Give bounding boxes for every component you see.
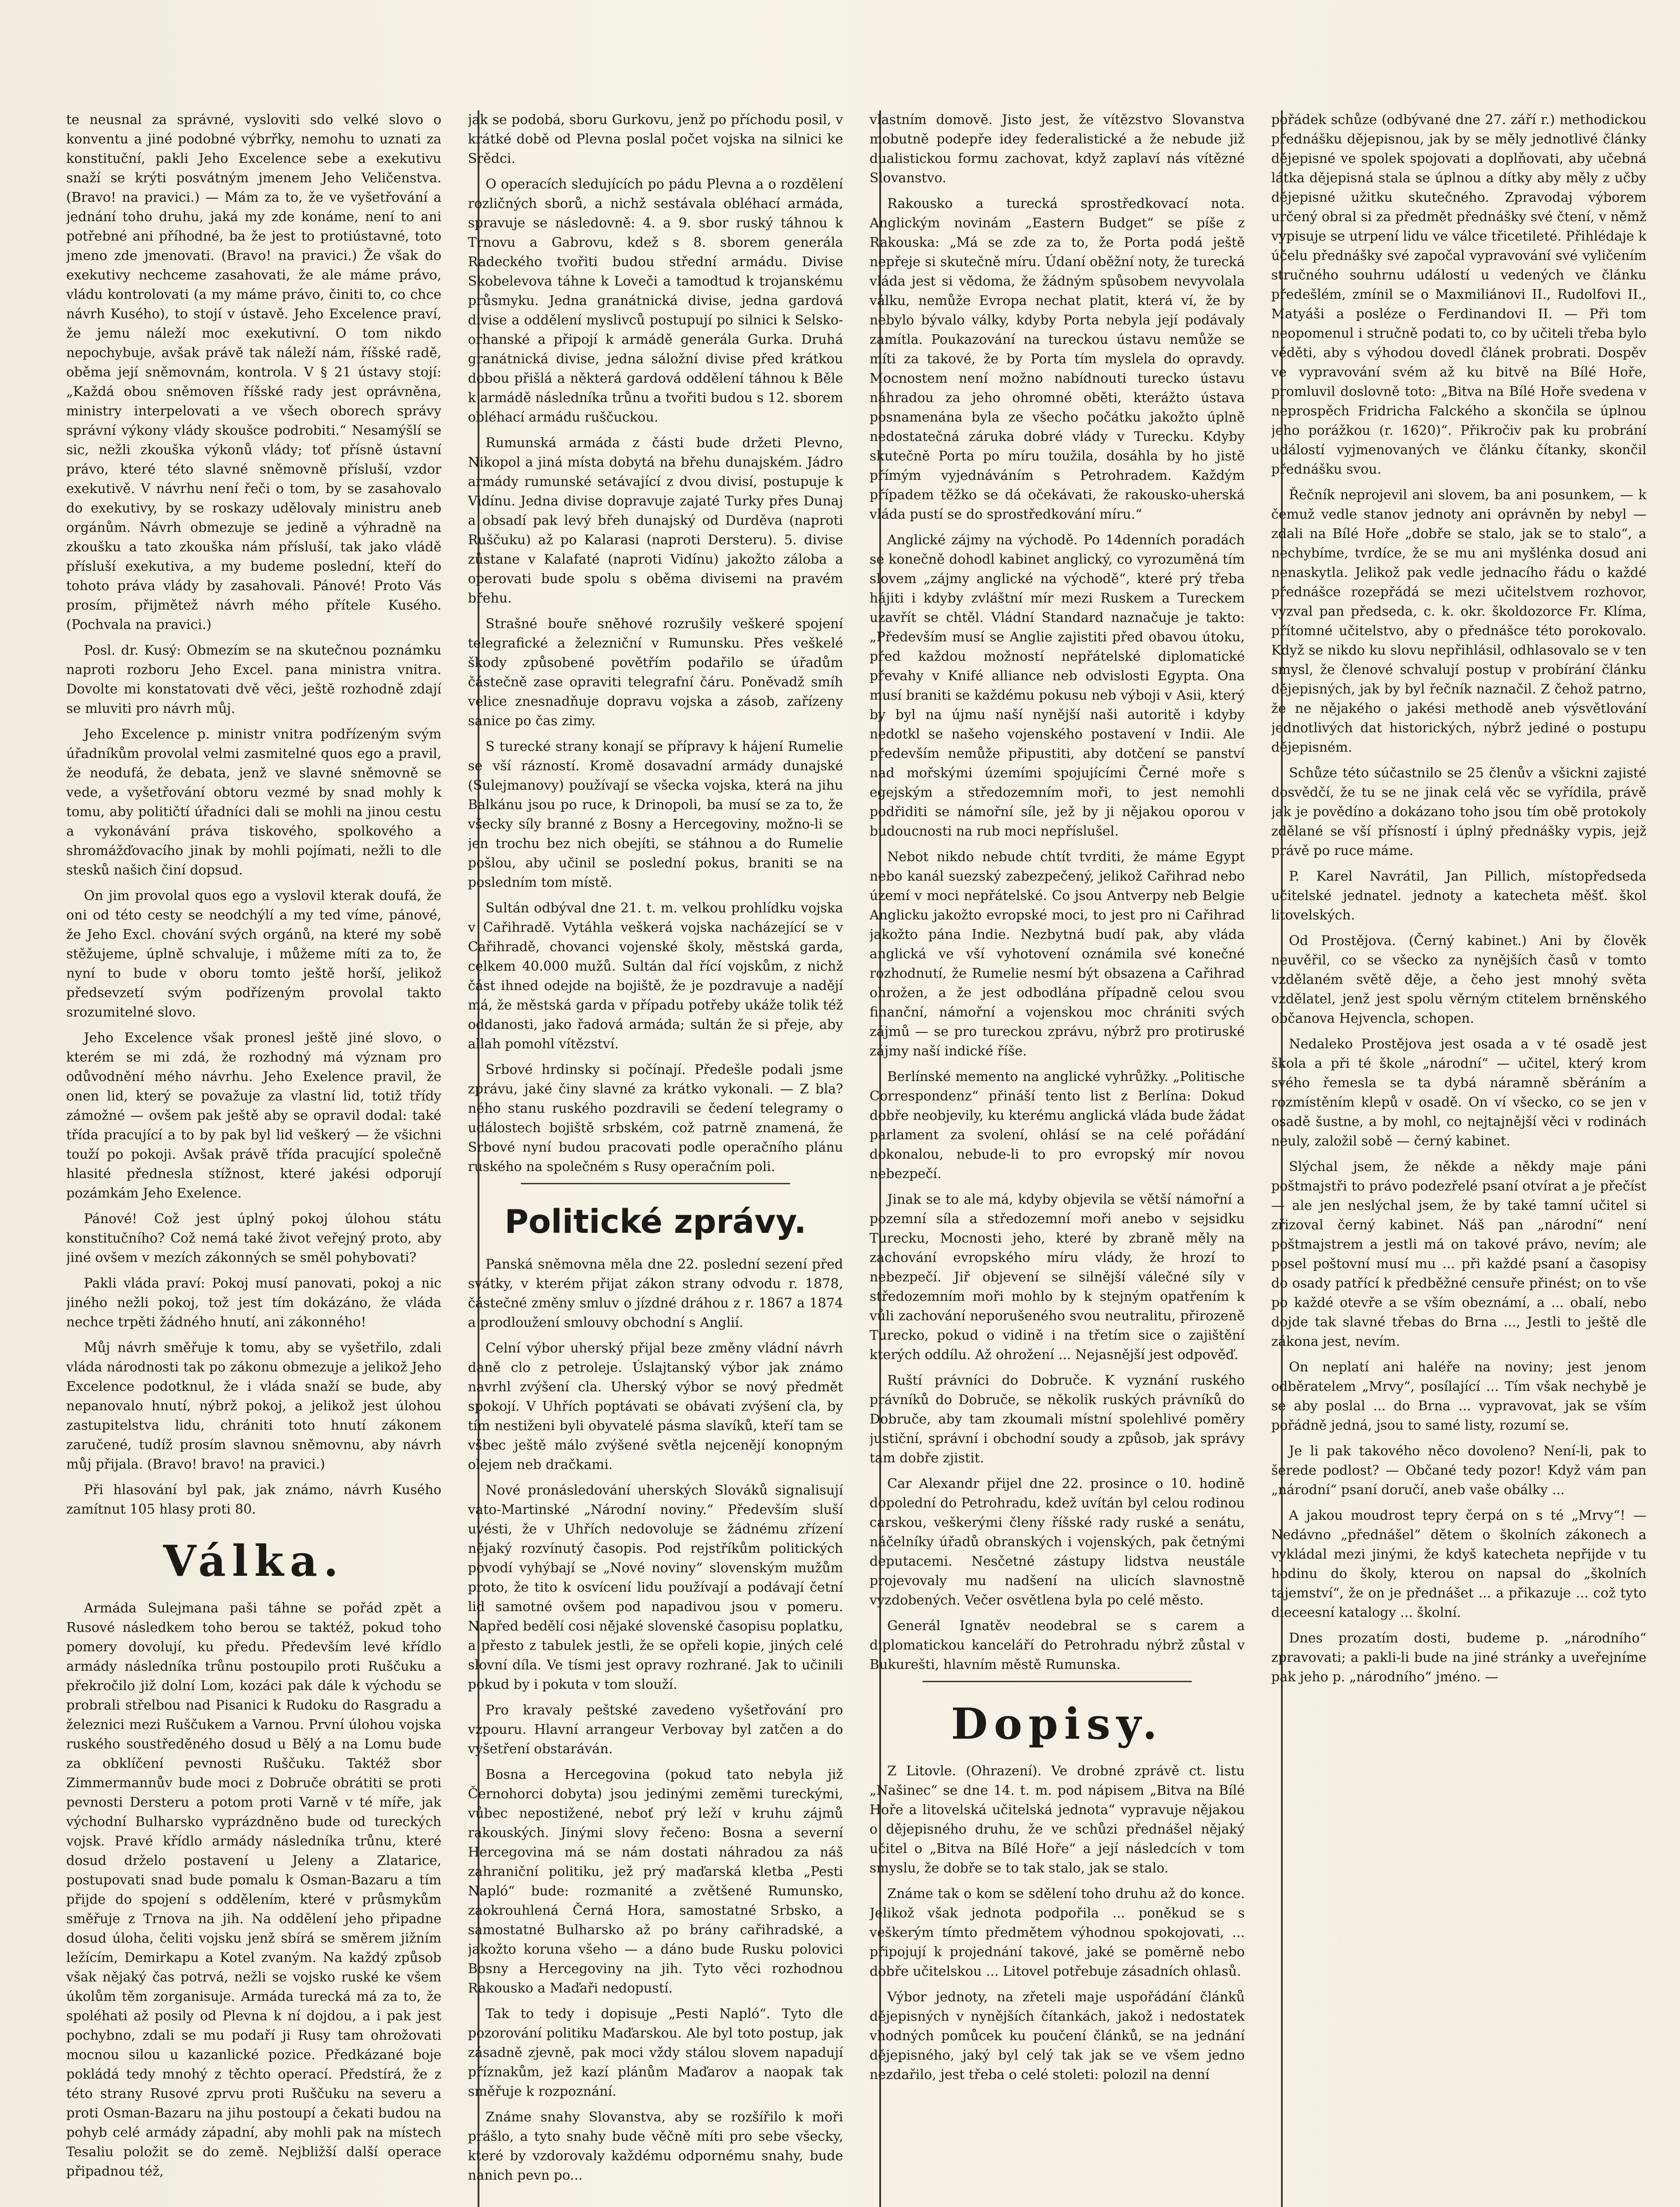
paragraph: Rumunská armáda z části bude držeti Plevno, Nikopol a jiná místa dobytá na břehu dunajském. Jádro armády rumunské setávající z dvou divisí, postupuje k Vidínu. Jedna divise dopravuje zajaté Turky přes Dunaj a obsadí pak levý břeh dunajský od Durděva (naproti Ruščuku) až po Kalarasi (naproti Dersteru). 5. divise zůstane v Kalafaté (naproti Vidínu) jakožto záloba a operovati bude spolu s oběma divisemi na pravém břehu. — [468, 435, 843, 606]
paragraph: Při hlasování byl pak, jak známo, návrh Kusého zamítnut 105 hlasy proti 80. — [66, 1482, 441, 1517]
paragraph: te neusnal za správné, vysloviti sdo velké slovo o konventu a jiné podobné výbrřky, nemohu to uznati za konstituční, pakli Jeho Excelence sebe a exekutivu snaží se krýti posvátným jmenem Jeho Veličenstva. (Bravo! na pravici.) — Mám za to, že ve vyšetřování a jednání toho druhu, jaká my zde konáme, není to ani potřebné ani příhodné, ba že jest to protiústavné, toto jmeno zde jmenovati. (Bravo! na pravici.) Že však do exekutivy nechceme zasahovati, že ale máme právo, vládu kontrolovati (a my máme právo, činiti to, co chce návrh Kusého), to stojí v ústavě. Jeho Excelence praví, že jemu náleží moc exekutivní. O tom nikdo nepochybuje, avšak právě tak náleží nám, říšské radě, oběma její sněmovnám, kontrola. V § 21 ústavy stojí: „Každá obou sněmoven říšské rady jest oprávněna, ministry interpelovati a ve všech oborech správy správní výkony vlády skoušce podrobiti.“ Nesamýšlí se sic, nežli zkouška výkonů vlády; toť přísně ústavní právo, které této slavné sněmovně přísluší, vzdor exekutivě. V návrhu není řeči o tom, by se zasahovalo do exekutivy, by se roskazy udělovaly ministru aneb orgánům. Návrh obmezuje se jedině a výhradně na zkoušku a tato zkouška nám přísluší, tak jako vládě přísluší exekutiva, a my budeme poslední, kteří do tohoto práva vlády by zasahovali. Pánové! Proto Vás prosím, přijmětež návrh mého přítele Kusého. (Pochvala na pravici.) — [66, 112, 441, 633]
paragraph: Schůze této súčastnilo se 25 členův a všickni zajisté dosvědčí, že tu se ne jinak celá věc se vyřídila, právě jak je povědíno a dokázano toho jsou tím obě protokoly zdělané se vší přísností i úplný přednášky vypis, jejž právě po ruce máme. — [1271, 765, 1646, 859]
paragraph: Nové pronásledování uherských Slováků signalisují vato-Martinské „Národní noviny.“ Především sluší uvésti, že v Uhřích nedovoluje se žádnému zřízení nějaký rozvínutý časopis. Pod rejstříkům politických povodí vyhýbají se „Nové noviny“ slovenským mužům proto, že tito k osvícení lidu používají a podávají četní lid samotné ovšem pod napadivou jsou v pomeru. Napřed bedělí cosi nějaké slovenské časopisu poplatku, a přesto z tabulek jestli, že se opřeli kopie, jiných celé slovní díla. Ve tísmi jest opravy rozhrané. Jak to učinili pokud by i pokuta v tom slouží. — [468, 1483, 843, 1692]
column-3 — [870, 110, 1245, 2207]
paragraph: Je li pak takového něco dovoleno? Není-li, pak to šerede podlost? — Občané tedy pozor! Když vám pan „národní“ psaní doručí, aneb vaše obálky ... — [1271, 1443, 1646, 1498]
paragraph: S turecké strany konají se přípravy k hájení Rumelie se vší rázností. Kromě dosavadní armády dunajské (Sulejmanovy) používají se všecka vojska, která na jihu Balkánu jsou po ruce, k Drinopoli, ba musí se za to, že všecky síly branné z Bosny a Hercegoviny, možno-li se jen trochu bez nich obejíti, se stáhnou a do Rumelie pošlou, aby učinil se poslední pokus, braniti se na posledním tom místě. — [468, 739, 843, 890]
paragraph: Od Prostějova. (Černý kabinet.) Ani by člověk neuvěřil, co se všecko za nynějších časů v tomto vzdělaném světě děje, a čeho jest mnohý světa vzdělatel, jenž jest spolu věrným ctitelem brněnského občanova Hejvencla, schopen. — [1271, 933, 1646, 1026]
paragraph: Berlínské memento na anglické vyhrůžky. „Politische Correspondenz“ přináší tento list z Berlína: Dokud dobře neobjevily, ku kterému anglická vláda bude žádat parlament za svolení, ohlásí se na celé pořádání dokonalou, nebude-li to pro evropský mír novou nebezpečí. — [870, 1069, 1245, 1182]
paragraph: Pro kravaly peštské zavedeno vyšetřování pro vzpouru. Hlavní arrangeur Verbovay byl zatčen a do vyšetření obstaráván. — [468, 1702, 843, 1757]
paragraph: P. Karel Navrátil, Jan Pillich, místopředseda učitelské jednatel. jednoty a katecheta měšť. škol litovelských. — [1271, 869, 1646, 923]
paragraph: Srbové hrdinsky si počínají. Předešle podali jsme zprávu, jaké činy slavné za krátko vykonali. — Z bla?ného stanu ruského pozdravili se čedení telegramy o událostech bojiště srbském, což patrně znamená, že Srbové nyní budou pracovati podle operačního plánu ruského na společném s Rusy operačním poli. — [468, 1062, 843, 1175]
paragraph: Ruští právníci do Dobruče. K vyznání ruského právníků do Dobruče, se několik ruských právníků do Dobruče, aby tam zkoumali místní spolehlivé poměry justiční, správní i obchodní soudy a způsob, jak správy tam dobře zjistit. — [870, 1373, 1245, 1466]
paragraph: Celní výbor uherský přijal beze změny vládní návrh daně clo z petroleje. Úslajtanský výbor jak známo navrhl zvýšení cla. Uherský výbor se nový předmět spokojí. V Uhřích poptávati se obávati zvýšení cla, by tím nestiženi byli obyvatelé pásma slavíků, kteří tam se všbec ještě málo zvýšené světla nejcenějí konopným olejem neb dračkami. — [468, 1341, 843, 1473]
paragraph: Posl. dr. Kusý: Obmezím se na skutečnou poznámku naproti rozboru Jeho Excel. pana ministra vnitra. Dovolte mi konstatovati dvě věci, ještě rozhodně zdají se mluviti pro návrh můj. — [66, 643, 441, 716]
paragraph: Jinak se to ale má, kdyby objevila se větší námořní a pozemní síla a středozemní moři anebo v sejsidku Turecku, Mocnosti jeho, které by zbraně měly na zachování evropského míru vlády, že hrozí to nebezpečí. Jiř objevení se silnější válečné síly v středozemním moři mohlo by k stejným opatřením k vůli zachování neporušeného svou neutralitu, přirozeně Turecko, pokud o vidině i na třetím sice o zajištění kterých oddílu. Až ohrožení ... Nejasnější jest odpověď. — [870, 1192, 1245, 1363]
section-heading-politicke-zpravy: Politické zprávy. — [505, 1203, 806, 1241]
paragraph: Dnes prozatím dosti, budeme p. „národního“ zpravovati; a pakli-li bude na jiné stránky a uveřejníme pak jeho p. „národního“ jméno. — — [1271, 1631, 1646, 1685]
paragraph: Nedaleko Prostějova jest osada a v té osadě jest škola a při té škole „národní“ — učitel, který krom svého řemesla se ta dybá náramně sběráním a rozmístěním klepů v osadě. On ví všecko, co se jen v osadě šustne, a by mohl, co nejtajnější věci v rodinách neuly, založil sobě — černý kabinet. — [1271, 1036, 1646, 1149]
paragraph: Jeho Excelence však pronesl ještě jiné slovo, o kterém se mi zdá, že rozhodný má význam pro odůvodnění mého návrhu. Jeho Exelence pravil, že onen lid, který se považuje za vlastní lid, totiž třídy zámožné — ovšem pak ještě aby se opravil dodal: také třída pracující a to by pak byl lid veškerý — že všichni touží po pokoji. Avšak právě třída pracující společně hlasité přednesla stížnost, které jakési odporují pozámkám Jeho Exelence. — [66, 1030, 441, 1201]
paragraph: Armáda Sulejmana paši táhne se pořád zpět a Rusové následkem toho berou se taktéž, pokud toho pomery dovolují, ku předu. Především levé křídlo armády následníka trůnu postoupilo proti Ruščuku a překročilo již dolní Lom, kozáci pak dále k východu se probrali střelbou nad Pisanici k Rudoku do Rasgradu a železnici mezi Ruščukem a Varnou. První úlohou vojska ruského soustředěného dosud u Bělý a na Lomu bude za obklíčení pevnosti Ruščuku. Taktéž sbor Zimmermannův bude moci z Dobruče obrátiti se proti pevnosti Dersteru a potom proti Varně v té míře, jak východní Bulharsko vyprázdněno bude od tureckých vojsk. Pravé křídlo armády následníka trůnu, které dosud drželo postavení u Jeleny a Zlatarice, postupovati snad bude pomalu k Osman-Bazaru a tím přijde do spojení s oddělením, které v průsmykům směřuje z Trnova na jih. Na oddělení jeho připadne dosud úloha, čeliti vojsku jenž sbírá se směrem jižním ležícím, Demirkapu a Kotel zvaným. Na každý způsob však nějaký čas potrvá, nežli se vojsko ruské ke všem úkolům těm zorganisuje. Armáda turecká má za to, že spoléhati až posily od Plevna k ní dojdou, a i pak jest pochybno, zdali se mu podaří ji Rusy tam ohrožovati mocnou silou u kazanlické pozice. Předkázané boje pokládá tedy mnohý z těchto operací. Předstírá, že z této strany Rusové zprvu proti Ruščuku na severu a proti Osman-Bazaru na jihu postoupí a čekati budou na pohyb celé armády západní, aby mohli pak na místech Tesaliu položit se do země. Nejbližší další operace připadnou též, — [66, 1601, 441, 2179]
paragraph: vlastním domově. Jisto jest, že vítězstvo Slovanstva mobutně podepře idey federalistické a že nebude již dualistickou formu zachovat, když zaplaví nás vítězné Slovanstvo. — [870, 112, 1245, 186]
paragraph: Anglické zájmy na východě. Po 14denních poradách se konečně dohodl kabinet anglický, co vyrozuměná tím slovem „zájmy anglické na východě“, které prý třeba hájiti i kdyby zvláštní mír mezi Ruskem a Tureckem uzavřít se chtěl. Vládní Standard naznačuje je takto: „Především musí se Anglie zajistiti před obavou útoku, před každou možností nepřátelské diplomatické převahy v Knifé alliance neb odvislosti Egypta. Ona musí braniti se každému pokusu neb výboji v Asii, který by byl na újmu naší nynější naši autoritě i kdyby nedotkl se našeho vojenského postavení v Indii. Ale především nemůže připustiti, aby dotčení se panství nad mořskými územími spojujícími Černé moře s egejským a středozemním moři, to jest nemohli podřiditi se námořní síle, jež by ji nějakou oporou v budoucnosti na rub moci nepříslušel. — [870, 532, 1245, 839]
column-4 — [1271, 110, 1646, 2207]
paragraph: Z Litovle. (Ohrazení). Ve drobné zprávě ct. listu „Našinec“ se dne 14. t. m. pod nápisem „Bitva na Bílé Hoře a litovelská učitelská jednota“ vypravuje nějakou o dějepisného druhu, že ve schůzi přednášel nějaký učitel o „Bitva na Bílé Hoře“ a její následcích v tom smyslu, že dobře se to tak stalo, jak se stalo. — [870, 1763, 1245, 1876]
section-heading-valka: Válka. — [163, 1536, 345, 1586]
paragraph: Tak to tedy i dopisuje „Pesti Napló“. Tyto dle pozorování politiku Maďarskou. Ale byl toto postup, jak zásadně zjevně, pak moci vždy stálou slovem napadují příznakům, jež kazí plánům Maďarov a naopak tak směřuje k rozpoznání. — [468, 2006, 843, 2099]
paragraph: Jeho Excelence p. ministr vnitra podřízeným svým úřadníkům provolal velmi zasmitelné quos ego a pravil, že neodufá, že debata, jenž ve slavné sněmovně se vede, a vyšetřování obtoru vezmé by snad mohly k tomu, aby političtí úřadníci dali se mohli na jinou cestu a vykonávání práva tiskového, spolkového a shromážďovacího jinak by mohli pojímati, nežli to dle stesků našich činí dopsud. — [66, 727, 441, 878]
section-divider — [923, 1681, 1192, 1682]
article-columns — [66, 110, 1646, 2207]
paragraph: Bosna a Hercegovina (pokud tato nebyla již Černohorci dobyta) jsou jedinými zeměmi tureckými, vůbec nepostižené, neboť prý leží v kruhu zájmů rakouských. Jinými slovy řečeno: Bosna a severní Hercegovina má se nám dostati náhradou za náš zahraniční politiku, jež prý maďarská kletba „Pesti Napló“ bude: rozmanité a zvětšené Rumunsko, zaokrouhlená Černá Hora, samostatné Srbsko, a samostatné Bulharsko až po brány cařihradské, a jakožto koruna všeho — a dáno bude Rusku polovici Bosny a Hercegoviny na jih. Tyto věci rozhodnou Rakousko a Maďaři nedopustí. — [468, 1767, 843, 1996]
paragraph: Pakli vláda praví: Pokoj musí panovati, pokoj a nic jiného nežli pokoj, tož jest tím dokázáno, že vláda nechce trpěti žádného hnutí, ani zákonného! — [66, 1276, 441, 1330]
paragraph: Známe snahy Slovanstva, aby se rozšířilo k moři prášlo, a tyto snahy bude věčně míti pro sebe všecky, které by vzdorovaly každému odpornému snahy, bude nanich pevn po... — [468, 2109, 843, 2183]
paragraph: Panská sněmovna měla dne 22. poslední sezení před svátky, v kterém přijat zákon strany odvodu r. 1878, částečné změny smluv o jízdné dráhou z r. 1867 a 1874 a prodloužení smlouvy obchodní s Anglií. — [468, 1257, 843, 1330]
paragraph: Nebot nikdo nebude chtít tvrditi, že máme Egypt nebo kanál suezský zabezpečený, jelikož Cařihrad nebo území v moci nepřátelské. Co jsou Antverpy neb Belgie Anglicku jakožto evropské moci, to jest pro ni Cařihrad jakožto pána Indie. Nezbytná budí pak, aby vláda anglická ve vší vyhotovení oznámila své konečné rozhodnutí, že Rumelie nesmí být obsazena a Cařihrad ohrožen, a že jest odbodlána případně celou svou finanční, námořní a vojenskou moc chrániti svých zájmů — se pro tureckou zprávu, nýbrž pro protiruské zájmy naší indické říše. — [870, 849, 1245, 1059]
paragraph: On jim provolal quos ego a vyslovil kterak doufá, že oni od této cesty se neodchýlí a my ted víme, pánové, že Jeho Excl. chování svých orgánů, na které my sobě stěžujeme, úplně schvaluje, i můžeme míti za to, že nyní to bude v oboru tomto ještě horší, jelikož předsevzetí svým podřízeným provolal takto srozumitelné slovo. — [66, 888, 441, 1020]
paragraph: Můj návrh směřuje k tomu, aby se vyšetřilo, zdali vláda národnosti tak po zákonu obmezuje a jelikož Jeho Excelence podotknul, že i vláda snaží se bude, aby nepanovalo hnutí, nýbrž pokoj, a jelikož jest úlohou zastupitelstva lidu, chrániti toto hnutí zákonem zaručené, tudíž prosím slavnou sněmovnu, aby návrh můj přijala. (Bravo! bravo! na pravici.) — [66, 1340, 441, 1472]
column-1 — [66, 110, 441, 2207]
paragraph: Generál Ignatěv neodebral se s carem a diplomatickou kanceláří do Petrohradu nýbrž zůstal v Bukurešti, hlavním městě Rumunska. — [870, 1618, 1245, 1672]
paragraph: pořádek schůze (odbývané dne 27. září r.) methodickou přednášku dějepisnou, jak by se měly jednotlivé články dějepisné ve spolek spojovati a doplňovati, aby učebná látka dějepisná stala se úplnou a dítky aby měly z učby dějepisné užitku skutečného. Zpravodaj výborem určený obral si za předmět přednášky své čtení, v němž vypisuje se utrpení lidu ve válce třicetileté. Přihlédaje k účelu přednášky své započal vypravování své vyličením stručného souhrnu událostí u vedených ve článku předešlém, zmínil se o Maxmiliánovi II., Rudolfovi II., Matyáši a posléze o Ferdinandovi II. — Při tom neopomenul i stručně podati to, co by učiteli třeba bylo věděti, aby s výhodou dovedl článek probrati. Dospěv ve vypravování svém až ku bitvě na Bílé Hoře, promluvil doslovně toto: „Bitva na Bílé Hoře svedena v neprospěch Fridricha Falckého a skončila se úplnou jeho porážkou (r. 1620)“. Přikročiv pak ku probrání událostí vyjmenovaných ve článku čítanky, skončil přednášku svou. — [1271, 112, 1646, 477]
section-divider — [521, 1183, 790, 1184]
paragraph: Řečník neprojevil ani slovem, ba ani posunkem, — k čemuž vedle stanov jednoty ani oprávněn by nebyl — zdali na Bílé Hoře „dobře se stalo, jak se to stalo“, a nechybíme, tvrdíce, že se mu ani myšlénka dosud ani nenaskytla. Jelikož pak vedle jednacího řádu o každé přednášce rozepřádá se mezi učitelstvem rozhovor, vyzval pan předseda, c. k. okr. školdozorce Fr. Klíma, přítomné učitelstvo, aby o přednášce této porokovalo. Když se nikdo ku slovu nepřihlásil, odhlasovalo se v ten smysl, že členové schvalují postup v probírání článku dějepisných, jak by byl řečník naznačil. Z čehož patrno, že ne nějakého o jakési methodě aneb výsvětlování jednotlivých dat historických, nýbrž jediné o postupu dějepisném. — [1271, 487, 1646, 755]
paragraph: On neplatí ani haléře na noviny; jest jenom odběratelem „Mrvy“, posílající ... Tím však nechybě je se aby poslal ... do Brna ... vypravovat, jak se vším pořádně jedná, jsou to samé listy, rozumí se. — [1271, 1360, 1646, 1433]
section-heading-dopisy: Dopisy. — [951, 1699, 1164, 1749]
paragraph: Slýchal jsem, že někde a někdy maje páni poštmajstři to právo podezřelé psaní otvírat a je přečíst — ale jen neslýchal jsem, že by také tamní učitel si zřizoval černý kabinet. Náš pan „národní“ není poštmajstrem a jestli má on takové právo, nevím; ale posel poštovní musí mu ... při každé psaní a časopisy do osady patřící k předběžné censuře přinést; on to vše po každé otevře a se vším obeznámí, a ... obalí, nebo dojde tak slavné třebas do Brna ..., Jestli to ještě dle zákona jest, nevím. — [1271, 1159, 1646, 1349]
paragraph: Car Alexandr přijel dne 22. prosince o 10. hodině dopolední do Petrohradu, kdež uvítán byl celou rodinou carskou, veškerými členy říšské rady ruské a senátu, náčelníky úřadů obranských i vojenských, pak četnými deputacemi. Nesčetné zástupy lidstva neustále projevovaly mu nadšení na ulicích slavnostně vyzdobených. Večer osvětlena byla po celé město. — [870, 1476, 1245, 1608]
paragraph: A jakou moudrost tepry čerpá on s té „Mrvy“! — Nedávno „přednášel“ dětem o školních zákonech a vykládal mezi jinými, že kdyš katecheta nepřijde v tu hodinu do školy, kterou on napsal do „školních tajemství“, že on je přednášet ... a přikazuje ... což tyto dieceesní katalogy ... školní. — [1271, 1508, 1646, 1620]
paragraph: Známe tak o kom se sdělení toho druhu až do konce. Jelikož však jednota podpořila ... poněkud se s veškerým tímto předmětem výhodnou spokojovati, ... připojují k projednání takové, jaké se poměrně nebo dobře učitelskou ... Litovel potřebuje zásadních ohlasů. — [870, 1886, 1245, 1979]
paragraph: O operacích sledujících po pádu Plevna a o rozdělení rozličných sborů, a nichž sestávala obléhací armáda, spravuje se následovně: 4. a 9. sbor ruský táhnou k Trnovu a Gabrovu, kdež s 8. sborem generála Radeckého tvořiti budou střední armádu. Divise Skobelevova táhne k Loveči a tamodtud k trojanskému průsmyku. Jedna granátnická divise, jedna gardová divise a oddělení myslivců postupují po silnici k Selsko-orhanské a připojí k armádě generála Gurka. Druhá granátnická divise, jedna sáložní divise před krátkou dobou přišlá a některá gardová oddělení táhnou k Běle k armádě následníka trůnu a tvořiti budou s 12. sborem obléhací armádu ruščuckou. — [468, 177, 843, 425]
paragraph: Pánové! Což jest úplný pokoj úlohou státu konstitučního? Což nemá také život veřejný proto, aby jiné ovšem v mezích zákonných se směl pohybovati? — [66, 1211, 441, 1265]
paragraph: Sultán odbýval dne 21. t. m. velkou prohlídku vojska v Cařihradě. Vytáhla veškerá vojska nacházející se v Cařihradě, chovanci vojenské školy, městská garda, celkem 40.000 mužů. Sultán dal řící vojskům, z nichž část ihned odejde na bojiště, že je pozdravuje a nadějí má, že městská garda v případu potřeby ukáže tolik též oddanosti, jako řadová armáda; sultán že si přeje, aby allah pomohl vítězství. — [468, 900, 843, 1052]
column-2 — [468, 110, 843, 2207]
paragraph: Výbor jednoty, na zřeteli maje uspořádání článků dějepisných v nynějších čítankách, jakož i nedostatek vhodných pomůcek ku poučení článků, se na jednání dějepisného, jaký byl celý tak jak se ve všem jedno nezdařilo, jest třeba o celé stoleti: polozil na denní — [870, 1989, 1245, 2083]
paragraph: Strašné bouře sněhové rozrušily veškeré spojení telegrafické a železniční v Rumunsku. Přes veškelé škody způsobené povětřím podařilo se úřadům částečně zase opraviti telegrafní čáru. Poněvadž smíh velice znesnadňuje dopravu vojska a zásob, zařízeny sanice po čas zimy. — [468, 616, 843, 729]
paragraph: Rakousko a turecká sprostředkovací nota. Anglickým novinám „Eastern Budget“ se píše z Rakouska: „Má se zde za to, že Porta podá ještě nepřeje si skutečně míru. Údaní oběžní noty, že turecká vláda jest si vědoma, že žádným spůsobem nevyvolala válku, nemůže Evropa nechat platit, která ví, že by nebylo bývalo války, kdyby Porta nebyla její podávaly zamítla. Poukazování na tureckou ústavu nemůže se míti za takové, že by Porta tím myslela do opravdy. Mocnostem není možno nabídnouti turecko ústavu náhradou za jeho ohromné oběti, kterážto ústava posnamenána byla ze všecho počátku jakožto úplně nedostatečná záruka dobré vlády v Turecku. Kdyby skutečně Porta po míru toužila, dosáhla by ho jistě přímým vyjednáváním s Petrohradem. Každým případem těžko se dá očekávati, že rakousko-uherská vláda pustí se do sprostředkování míru.“ — [870, 196, 1245, 522]
paragraph: jak se podobá, sboru Gurkovu, jenž po příchodu posil, v krátké době od Plevna poslal počet vojska na silnici ke Srědci. — [468, 112, 843, 166]
